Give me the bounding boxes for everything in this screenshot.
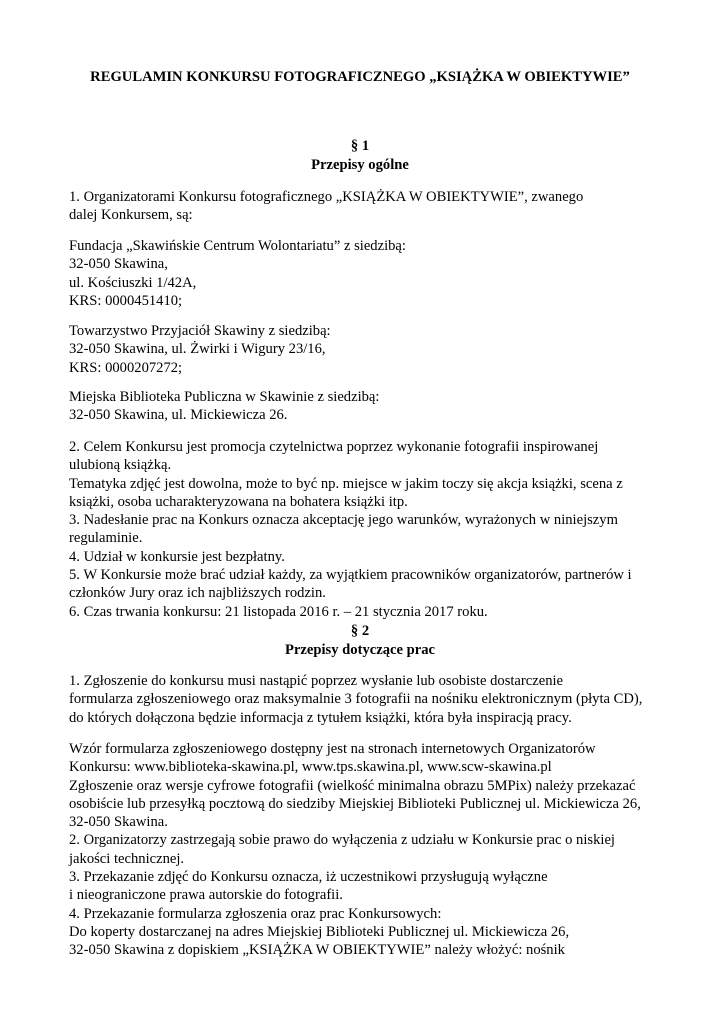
organizer-2 <box>69 322 651 377</box>
text-line: 3. Nadesłanie prac na Konkurs oznacza akceptację jego warunków, wyrażonych w niniejszym <box>69 512 618 529</box>
text-line: 2. Organizatorzy zastrzegają sobie prawo do wyłączenia z udziału w Konkursie prac o niskiej <box>69 832 615 849</box>
text-line: ul. Kościuszki 1/42A, <box>69 274 197 291</box>
text-line: 32-050 Skawina z dopiskiem „KSIĄŻKA W OBIEKTYWIE” należy włożyć: nośnik <box>69 942 565 959</box>
text-line: Towarzystwo Przyjaciół Skawiny z siedzibą: <box>69 323 331 339</box>
section-2-header <box>69 622 651 659</box>
text-line: książki, osoba ucharakteryzowana na bohatera książki itp. <box>69 493 408 510</box>
text-line: 4. Udział w konkursie jest bezpłatny. <box>69 548 285 565</box>
text-line: KRS: 0000451410; <box>69 292 183 309</box>
section-2-heading: Przepisy dotyczące prac <box>285 641 435 658</box>
organizer-1 <box>69 237 651 310</box>
section-2-paragraph-2 <box>69 740 651 960</box>
text-line: Wzór formularza zgłoszeniowego dostępny jest na stronach internetowych Organizatorów <box>69 741 596 757</box>
text-line: Do koperty dostarczanej na adres Miejskiej Biblioteki Publicznej ul. Mickiewicza 26, <box>69 923 570 940</box>
text-line: formularza zgłoszeniowego oraz maksymalnie 3 fotografii na nośniku elektronicznym (płyta CD), <box>69 691 643 708</box>
text-line: i nieograniczone prawa autorskie do fotografii. <box>69 887 343 904</box>
organizer-3 <box>69 388 651 425</box>
text-line: ulubioną książką. <box>69 457 172 474</box>
section-2-paragraph-1 <box>69 672 651 727</box>
text-line: KRS: 0000207272; <box>69 359 183 376</box>
text-line: 1. Zgłoszenie do konkursu musi nastąpić poprzez wysłanie lub osobiste dostarczenie <box>69 673 564 689</box>
section-1-points <box>69 438 651 621</box>
section-1-number: § 1 <box>350 138 370 154</box>
text-line: Zgłoszenie oraz wersje cyfrowe fotografii (wielkość minimalna obrazu 5MPix) należy przekazać <box>69 777 636 794</box>
section-1-heading: Przepisy ogólne <box>311 156 409 173</box>
section-1-intro <box>69 188 651 225</box>
text-line: Miejska Biblioteka Publiczna w Skawinie z siedzibą: <box>69 389 380 405</box>
text-line: Konkursu: www.biblioteka-skawina.pl, www.tps.skawina.pl, www.scw-skawina.pl <box>69 759 552 776</box>
text-line: 32-050 Skawina, ul. Żwirki i Wigury 23/16, <box>69 341 326 358</box>
section-2-number: § 2 <box>350 623 370 639</box>
text-line: 5. W Konkursie może brać udział każdy, za wyjątkiem pracowników organizatorów, partnerów i <box>69 567 632 584</box>
text-line: 6. Czas trwania konkursu: 21 listopada 2016 r. – 21 stycznia 2017 roku. <box>69 603 488 620</box>
text-line: 3. Przekazanie zdjęć do Konkursu oznacza, iż uczestnikowi przysługują wyłączne <box>69 869 548 886</box>
text-line: 32-050 Skawina, <box>69 256 168 273</box>
document-title: REGULAMIN KONKURSU FOTOGRAFICZNEGO „KSIĄŻKA W OBIEKTYWIE” <box>90 69 630 85</box>
text-line: do których dołączona będzie informacja z tytułem książki, która była inspiracją pracy. <box>69 709 572 726</box>
text-line: 4. Przekazanie formularza zgłoszenia oraz prac Konkursowych: <box>69 905 442 922</box>
text-line: członków Jury oraz ich najbliższych rodzin. <box>69 585 326 602</box>
text-line: regulaminie. <box>69 530 143 547</box>
text-line: jakości technicznej. <box>69 850 185 867</box>
section-1-header <box>69 137 651 174</box>
text-line: 32-050 Skawina, ul. Mickiewicza 26. <box>69 407 288 424</box>
text-line: Tematyka zdjęć jest dowolna, może to być np. miejsce w jakim toczy się akcja książki, scena z <box>69 475 623 492</box>
text-line: 32-050 Skawina. <box>69 814 168 831</box>
text-line: 2. Celem Konkursu jest promocja czytelnictwa poprzez wykonanie fotografii inspirowanej <box>69 439 599 455</box>
text-line: 1. Organizatorami Konkursu fotograficznego „KSIĄŻKA W OBIEKTYWIE”, zwanego <box>69 189 584 205</box>
text-line: dalej Konkursem, są: <box>69 207 193 224</box>
text-line: osobiście lub przesyłką pocztową do siedziby Miejskiej Biblioteki Publicznej ul. Mickiewicza 26, <box>69 795 641 812</box>
text-line: Fundacja „Skawińskie Centrum Wolontariatu” z siedzibą: <box>69 238 406 254</box>
